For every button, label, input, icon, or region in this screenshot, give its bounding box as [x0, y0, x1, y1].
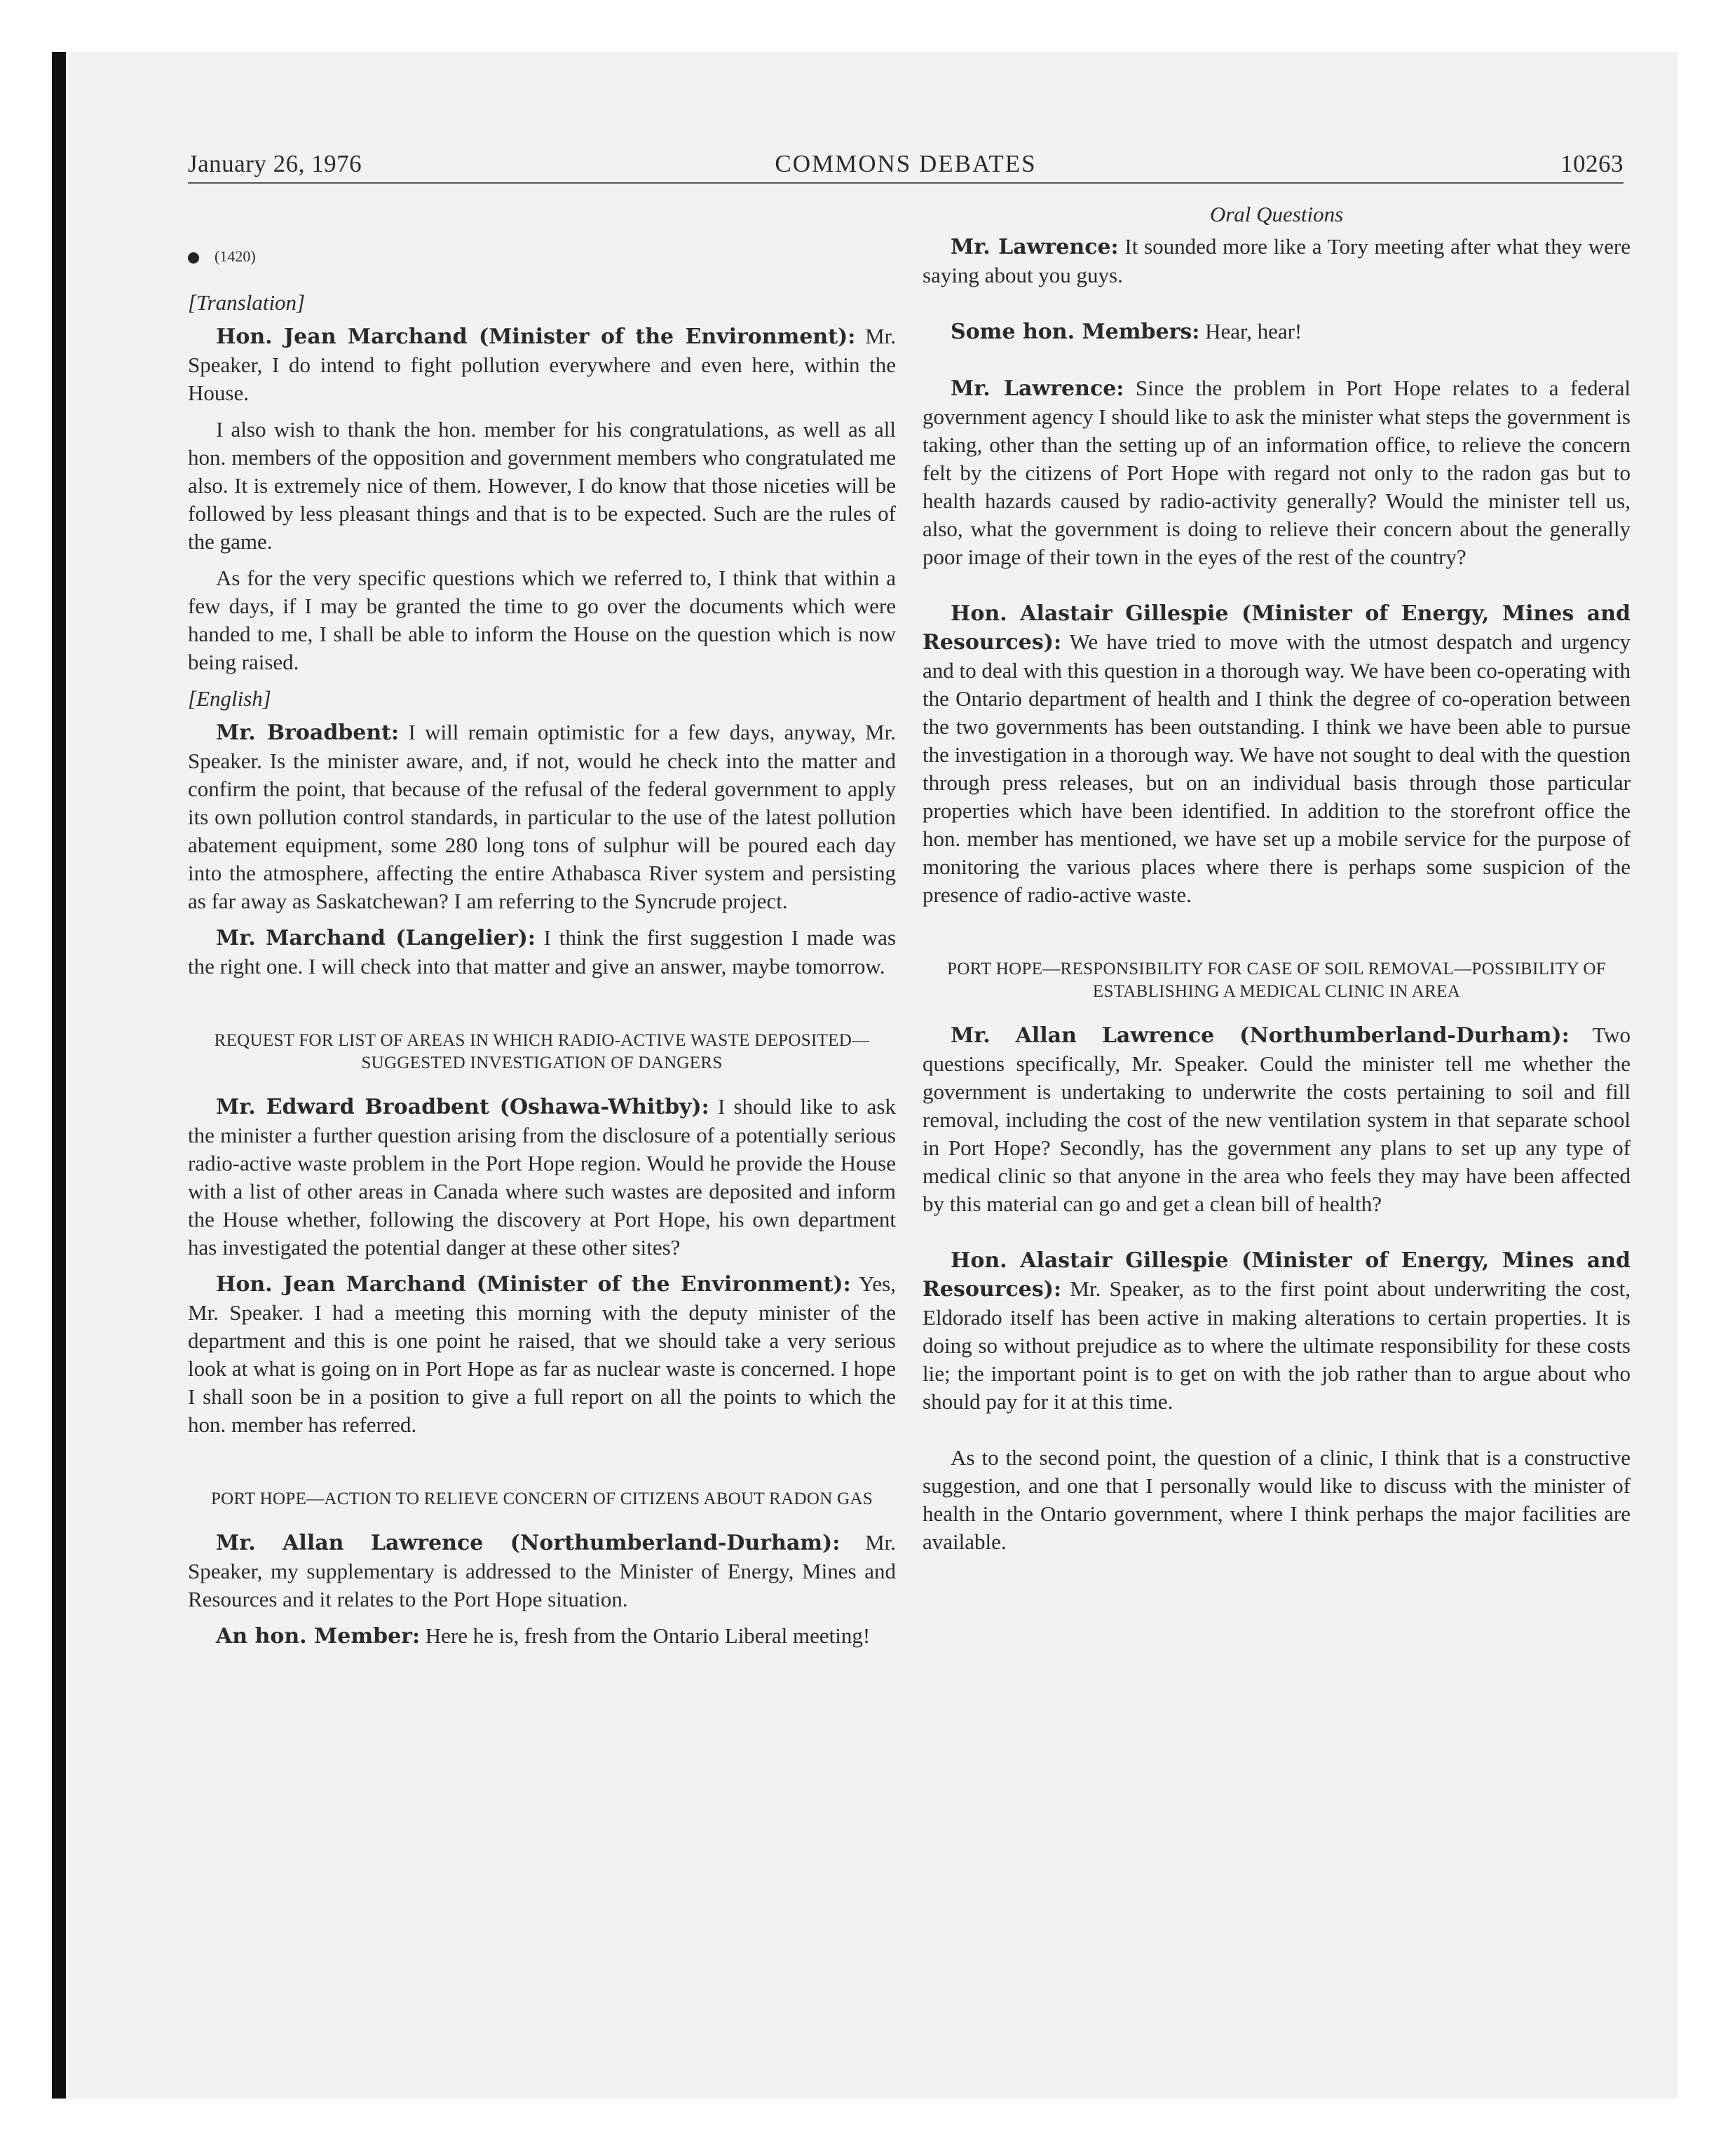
paragraph: [923, 318, 1631, 346]
speaker-name: Mr. Marchand (Langelier):: [216, 926, 536, 950]
speaker-name: Mr. Lawrence:: [951, 235, 1119, 259]
paragraph-text: Mr. Speaker, as to the first point about underwriting the cost, Eldorado itself has been active in making alterations to certain properties. It is doing so without prejudice as to where the ultimate responsibility for these costs lie; the important point is to get on with the job rather than to argue about who should pay for it at this time.: [923, 1276, 1631, 1414]
page-header: [188, 150, 1624, 184]
paragraph: I also wish to thank the hon. member for his congratulations, as well as all hon. members of the opposition and government members who congratulated me also. It is extremely nice of them. However, I do know that those niceties will be followed by less pleasant things and that is to be expected. Such are the rules of the game.: [188, 417, 896, 554]
speaker-name: Mr. Allan Lawrence (Northumberland-Durham):: [216, 1531, 841, 1555]
speaker-name: Hon. Jean Marchand (Minister of the Environment):: [216, 1272, 851, 1297]
speaker-name: Hon. Jean Marchand (Minister of the Environment):: [216, 325, 856, 349]
speaker-name: Mr. Allan Lawrence (Northumberland-Durham):: [951, 1023, 1570, 1048]
scan-edge-bar: [52, 52, 66, 2099]
translation-tag: [Translation]: [188, 290, 306, 315]
paragraph-text: Mr. Speaker, my supplementary is addressed to the Minister of Energy, Mines and Resources and it relates to the Port Hope situation.: [188, 1530, 897, 1611]
running-head: Oral Questions: [1209, 202, 1344, 226]
paragraph-text: Hear, hear!: [1205, 319, 1302, 343]
paragraph-text: Since the problem in Port Hope relates to a federal government agency I should like to ask the minister what steps the government is taking, other than the setting up of an information office, to relieve the concern felt by the citizens of Port Hope with regard not only to the radon gas but to health hazards caused by radio-activity generally? Would the minister tell us, also, what the government is doing to relieve their concern about the generally poor image of their town in the eyes of the rest of the country?: [923, 376, 1631, 569]
paragraph: [188, 1622, 896, 1651]
speaker-name: Mr. Broadbent:: [216, 721, 400, 745]
english-tag: [English]: [188, 686, 271, 711]
paragraph-text: Here he is, fresh from the Ontario Liberal meeting!: [425, 1623, 871, 1648]
paragraph-text: I think the first suggestion I made was the right one. I will check into that matter and give an answer, maybe tomorrow.: [188, 925, 897, 978]
bullet-icon: [188, 252, 199, 264]
right-column: [923, 200, 1631, 1564]
section-heading: REQUEST FOR LIST OF AREAS IN WHICH RADIO-ACTIVE WASTE DEPOSITED—SUGGESTED INVESTIGATION OF DANGERS: [214, 1031, 870, 1072]
paragraph-text: I should like to ask the minister a further question arising from the disclosure of a potentially serious radio-active waste problem in the Port Hope region. Would he provide the House with a list of other areas in Canada where such wastes are deposited and inform the House whether, following the discovery at Port Hope, his own department has investigated the potential danger at these other sites?: [188, 1094, 896, 1260]
header-date: January 26, 1976: [188, 150, 362, 177]
paragraph-text: It sounded more like a Tory meeting after what they were saying about you guys.: [923, 234, 1631, 287]
speaker-name: Mr. Lawrence:: [951, 376, 1124, 401]
paragraph: [923, 1246, 1631, 1416]
timecode-marker: [188, 243, 896, 271]
speaker-name: Mr. Edward Broadbent (Oshawa-Whitby):: [216, 1095, 709, 1119]
left-column: [188, 200, 896, 1659]
paragraph: [188, 322, 896, 407]
paragraph: [188, 1529, 896, 1613]
paragraph: [188, 1093, 896, 1262]
speaker-name: An hon. Member:: [216, 1624, 421, 1649]
paragraph: As for the very specific questions which we referred to, I think that within a few days, if I may be granted the time to go over the documents which were handed to me, I shall be able to inform the House on the question which is now being raised.: [188, 566, 896, 674]
paragraph-text: We have tried to move with the utmost despatch and urgency and to deal with this question in a thorough way. We have been co-operating with the Ontario department of health and I think the degree of co-operation between the two governments has been outstanding. I think we have been able to pursue the investigation in a thorough way. We have not sought to deal with the question through press releases, but on an individual basis through those particular properties which have been identified. In addition to the storefront office the hon. member has mentioned, we have set up a mobile service for the purpose of monitoring the various places where there is perhaps some suspicion of the presence of radio-active waste.: [923, 629, 1631, 907]
speaker-name: Hon. Alastair Gillespie (Minister of Energy, Mines and Resources):: [923, 601, 1631, 655]
speaker-name: Hon. Alastair Gillespie (Minister of Energy, Mines and Resources):: [923, 1248, 1631, 1302]
paragraph-text: I will remain optimistic for a few days, anyway, Mr. Speaker. Is the minister aware, and, if not, would he check into the matter and confirm the point, that because of the refusal of the federal government to apply its own pollution control standards, in particular to the use of the latest pollution abatement equipment, some 280 long tons of sulphur will be poured each day into the atmosphere, affecting the entire Athabasca River system and persisting as far away as Saskatchewan? I am referring to the Syncrude project.: [188, 720, 897, 913]
paragraph: As to the second point, the question of a clinic, I think that is a constructive suggestion, and one that I personally would like to discuss with the minister of health in the Ontario government, where I think perhaps the major facilities are available.: [923, 1445, 1631, 1554]
paragraph: [923, 374, 1631, 571]
timecode: (1420): [215, 247, 256, 265]
paragraph-text: Yes, Mr. Speaker. I had a meeting this morning with the deputy minister of the department and this is one point he raised, that we should take a very serious look at what is going on in Port Hope as far as nuclear waste is concerned. I hope I shall soon be in a position to give a full report on all the points to which the hon. member has referred.: [188, 1271, 896, 1437]
paragraph-text: Mr. Speaker, I do intend to fight pollution everywhere and even here, within the House.: [188, 324, 896, 405]
header-title: COMMONS DEBATES: [775, 150, 1037, 177]
section-heading: PORT HOPE—ACTION TO RELIEVE CONCERN OF CITIZENS ABOUT RADON GAS: [210, 1489, 873, 1508]
paragraph: [923, 1021, 1631, 1218]
paragraph: [188, 718, 896, 915]
paragraph: [923, 599, 1631, 909]
section-heading: PORT HOPE—RESPONSIBILITY FOR CASE OF SOIL REMOVAL—POSSIBILITY OF ESTABLISHING A MEDICAL CLINIC IN AREA: [947, 960, 1606, 1001]
speaker-name: Some hon. Members:: [951, 320, 1200, 344]
paragraph: [923, 233, 1631, 289]
paragraph-text: Two questions specifically, Mr. Speaker. Could the minister tell me whether the government is undertaking to underwrite the costs pertaining to soil and fill removal, including the cost of the new ventilation system in that separate school in Port Hope? Secondly, has the government any plans to set up any type of medical clinic so that anyone in the area who feels they may have been affected by this material can go and get a clean bill of health?: [923, 1023, 1631, 1216]
paragraph: [188, 924, 896, 981]
paragraph: [188, 1270, 896, 1439]
header-page-number: 10263: [1560, 150, 1624, 177]
